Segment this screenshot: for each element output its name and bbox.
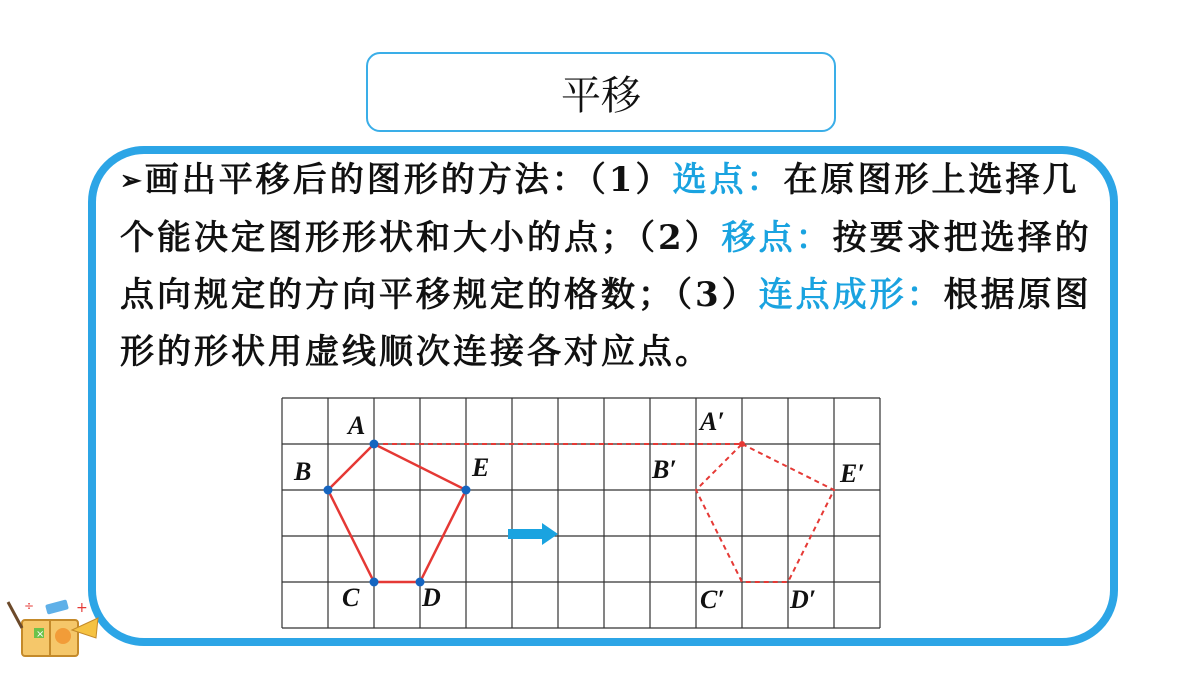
step2-keyword: 移点： [721,218,833,258]
step3-keyword: 连点成形： [758,275,944,315]
step3-text: 根据原图形的形状用虚线顺次连接各对应点。 [120,275,1092,372]
svg-text:÷: ÷ [24,599,35,613]
translation-diagram [270,390,890,650]
intro-text: 画出平移后的图形的方法： [144,160,589,200]
point-label-e: E [472,453,490,482]
translated-shape [696,444,834,582]
svg-text:×: × [36,629,45,640]
vertex-a [370,440,379,449]
page-title-box [366,52,836,132]
point-label-c-prime: C′ [700,585,725,614]
point-label-a: A [348,411,366,440]
step1-number: （1） [588,160,673,200]
point-label-c: C [342,583,360,612]
vertex-b [324,486,333,495]
point-label-d-prime: D′ [790,585,817,614]
page-title: 平移 [561,72,641,119]
vertex-c [370,578,379,587]
svg-text:+: + [76,600,88,616]
original-shape [328,444,466,582]
bullet-icon: ➢ [120,166,145,196]
vertex-e [462,486,471,495]
point-label-a-prime: A′ [700,407,725,436]
point-label-b: B [294,457,312,486]
method-description [120,152,1110,381]
point-label-b-prime: B′ [652,455,677,484]
step2-number: （2） [638,218,722,258]
step3-number: （3） [675,275,759,315]
point-label-e-prime: E′ [840,459,865,488]
vertex-a-prime [739,441,745,447]
step2-text: 按要求把选择的点向规定的方向平移规定的格数； [120,218,1092,315]
point-label-d: D [422,583,441,612]
step1-text: 在原图形上选择几个能决定图形形状和大小的点； [120,160,1080,258]
direction-arrow-icon [508,523,558,545]
step1-keyword: 选点： [672,160,784,200]
math-books-icon [0,598,110,668]
